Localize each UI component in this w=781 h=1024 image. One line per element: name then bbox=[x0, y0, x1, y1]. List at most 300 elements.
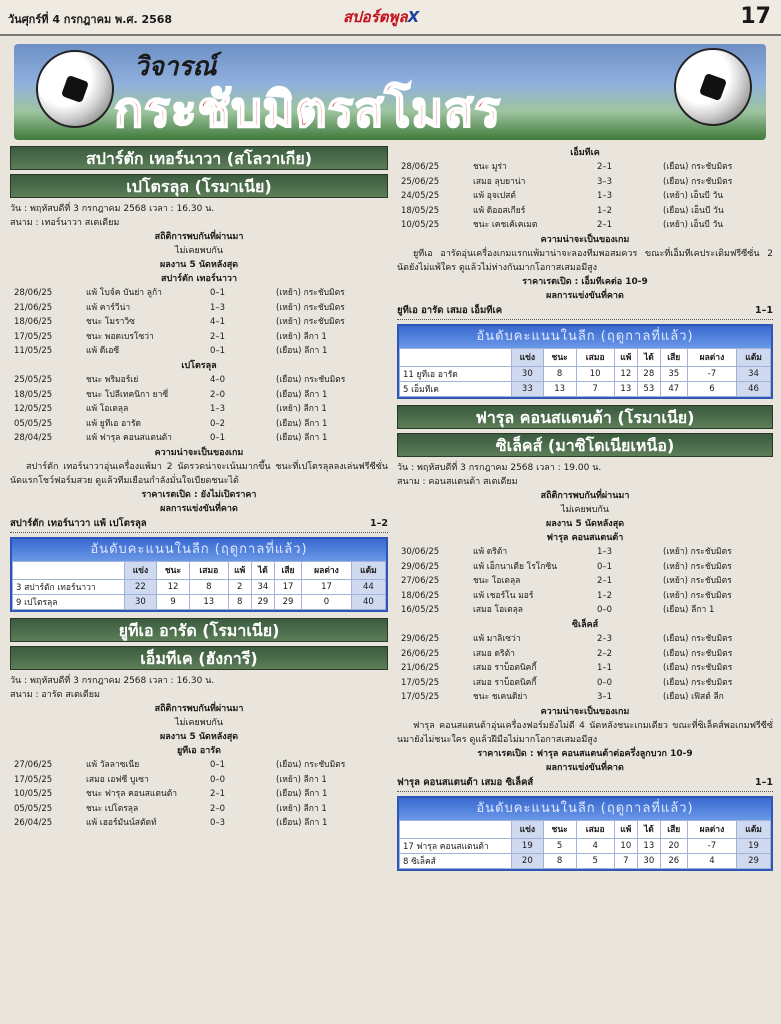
result-row bbox=[10, 286, 388, 301]
result-date: 17/05/25 bbox=[14, 774, 53, 785]
result-score: 0–1 bbox=[210, 433, 226, 444]
result-score: 4–1 bbox=[210, 317, 226, 328]
result-row bbox=[10, 431, 388, 446]
result-row bbox=[397, 589, 773, 604]
result-opponent: เสมอ เอฟซี บูเซา bbox=[86, 774, 149, 785]
standings-header-cell: เสีย bbox=[660, 820, 687, 838]
standings-header-team bbox=[400, 820, 512, 838]
result-opponent: แพ้ ยูทีเอ อารัด bbox=[86, 418, 142, 429]
standings-cell: 29 bbox=[737, 853, 771, 868]
result-row bbox=[10, 787, 388, 802]
result-score: 1–2 bbox=[597, 590, 613, 601]
result-opponent: แพ้ ดริต้า bbox=[473, 546, 508, 557]
standings-header-cell: ผลต่าง bbox=[687, 820, 736, 838]
away-team-bar: เอ็มทีเค (ฮังการี) bbox=[10, 646, 388, 670]
result-competition: (เยือน) กระชับมิตร bbox=[663, 633, 733, 644]
standings-team: 17 ฟารุล คอนสแตนต้า bbox=[400, 838, 512, 853]
result-date: 29/06/25 bbox=[401, 633, 440, 644]
result-opponent: เสมอ โอเตลุล bbox=[473, 605, 524, 616]
result-opponent: เสมอ ลุบยาน่า bbox=[473, 176, 526, 187]
result-score: 2–1 bbox=[210, 331, 226, 342]
result-date: 29/06/25 bbox=[401, 561, 440, 572]
standings-header-cell: ได้ bbox=[251, 561, 274, 579]
result-score: 0–2 bbox=[210, 418, 226, 429]
result-row bbox=[397, 690, 773, 705]
standings-table bbox=[10, 537, 388, 612]
standings-table bbox=[397, 796, 773, 871]
result-row bbox=[397, 632, 773, 647]
standings-team: 9 เปโตรลุล bbox=[13, 594, 125, 609]
standings-header-cell: แพ้ bbox=[228, 561, 251, 579]
probability-text: สปาร์ตัก เทอร์นาวาอุ่นเครื่องแพ้มา 2 นัดรวดน่าจะเน้นมากขึ้น ชนะที่เปโตรลุลลงเล่นฟรีซีซั่นนัดแรกโชว์ฟอร์มสวย ดูแล้วทีมเยือนกำลังมั่นใจเบียดชนะได้ bbox=[10, 461, 388, 486]
standings-team: 8 ซิเล็คส์ bbox=[400, 853, 512, 868]
prediction-line bbox=[397, 775, 773, 792]
standings-header-cell: เสีย bbox=[274, 561, 301, 579]
home-team-bar: ยูทีเอ อารัด (โรมาเนีย) bbox=[10, 618, 388, 642]
prediction-score: 1–2 bbox=[370, 517, 388, 529]
result-date: 26/04/25 bbox=[14, 818, 53, 829]
match-datetime: วัน : พฤหัสบดีที่ 3 กรกฎาคม 2568 เวลา : 16.30 น. bbox=[10, 204, 215, 214]
result-date: 17/05/25 bbox=[401, 677, 440, 688]
standings-row bbox=[13, 594, 386, 609]
standings-cell: 9 bbox=[156, 594, 189, 609]
standings-team: 5 เอ็มทีเค bbox=[400, 381, 512, 396]
result-score: 2–0 bbox=[210, 803, 226, 814]
result-score: 2–1 bbox=[597, 162, 613, 172]
result-date: 28/04/25 bbox=[14, 433, 53, 444]
result-date: 12/05/25 bbox=[14, 404, 53, 415]
result-competition: (เหย้า) กระชับมิตร bbox=[276, 302, 345, 313]
result-row bbox=[10, 417, 388, 432]
away-form-title: เปโตรลุล bbox=[181, 360, 217, 371]
result-score: 1–3 bbox=[597, 546, 613, 557]
standings-cell: 30 bbox=[125, 594, 157, 609]
result-score: 2–2 bbox=[597, 648, 613, 659]
result-competition: (เยือน) กระชับมิตร bbox=[663, 648, 733, 659]
form-title: ผลงาน 5 นัดหลังสุด bbox=[159, 260, 239, 270]
logo-x: X bbox=[407, 8, 420, 26]
result-opponent: แพ้ โอเตลุล bbox=[86, 404, 129, 415]
result-competition: (เหย้า) ลีกา 1 bbox=[276, 331, 327, 342]
standings-grid bbox=[399, 348, 771, 397]
result-score: 2–0 bbox=[210, 389, 226, 400]
standings-cell: 40 bbox=[351, 594, 385, 609]
result-opponent: แพ้ เชอร์โน มอร์ bbox=[473, 590, 534, 601]
standings-row bbox=[13, 579, 386, 594]
banner-subtitle: วิจารณ์ bbox=[134, 52, 217, 82]
standings-header-cell: เสมอ bbox=[190, 561, 228, 579]
result-row bbox=[10, 344, 388, 359]
home-form-title: สปาร์ตัก เทอร์นาวา bbox=[160, 274, 238, 284]
prediction-line bbox=[397, 303, 773, 320]
result-score: 2–1 bbox=[597, 220, 613, 231]
result-score: 0–1 bbox=[597, 561, 613, 572]
result-row bbox=[10, 388, 388, 403]
result-opponent: แพ้ ฟารุล คอนสแตนต้า bbox=[86, 433, 172, 444]
standings-cell: 34 bbox=[251, 579, 274, 594]
result-opponent: ชนะ ฟารุล คอนสแตนต้า bbox=[86, 789, 178, 800]
result-opponent: แพ้ มาลิเซว่า bbox=[473, 633, 521, 644]
result-competition: (เหย้า) กระชับมิตร bbox=[663, 576, 732, 587]
standings-cell: 10 bbox=[614, 838, 637, 853]
left-column bbox=[10, 146, 388, 831]
standings-cell: 47 bbox=[660, 381, 687, 396]
h2h-text: ไม่เคยพบกัน bbox=[560, 504, 610, 515]
standings-cell: 4 bbox=[687, 853, 736, 868]
standings-header-cell: แต้ม bbox=[351, 561, 385, 579]
right-column bbox=[397, 146, 773, 877]
standings-cell: 13 bbox=[637, 838, 660, 853]
standings-cell: 33 bbox=[512, 381, 544, 396]
prediction-text: ยูทีเอ อารัด เสมอ เอ็มทีเค bbox=[397, 304, 503, 316]
result-row bbox=[397, 603, 773, 618]
section-banner bbox=[14, 44, 766, 140]
result-row bbox=[397, 204, 773, 219]
probability-title: ความน่าจะเป็นของเกม bbox=[540, 234, 630, 245]
result-row bbox=[10, 802, 388, 817]
h2h-text: ไม่เคยพบกัน bbox=[174, 246, 224, 256]
result-row bbox=[397, 160, 773, 175]
standings-header-cell: แข่ง bbox=[512, 348, 544, 366]
form-title: ผลงาน 5 นัดหลังสุด bbox=[545, 518, 625, 529]
home-team-bar: สปาร์ตัก เทอร์นาวา (สโลวาเกีย) bbox=[10, 146, 388, 170]
away-team-bar: ซิเล็คส์ (มาซิโดเนียเหนือ) bbox=[397, 433, 773, 457]
result-opponent: แพ้ วัลลาซเนีย bbox=[86, 759, 140, 770]
standings-header-cell: แต้ม bbox=[737, 820, 771, 838]
result-competition: (เหย้า) ลีกา 1 bbox=[276, 404, 327, 415]
standings-header-cell: ได้ bbox=[637, 820, 660, 838]
page-number: 17 bbox=[740, 4, 771, 29]
result-score: 2–3 bbox=[597, 633, 613, 644]
standings-header-cell: ได้ bbox=[637, 348, 660, 366]
standings-cell: 34 bbox=[737, 366, 771, 381]
result-row bbox=[397, 560, 773, 575]
publication-logo bbox=[343, 5, 419, 29]
result-opponent: แพ้ เอ็กนาเตีย โรโกซิน bbox=[473, 561, 558, 572]
probability-title: ความน่าจะเป็นของเกม bbox=[540, 706, 630, 717]
result-competition: (เยือน) ลีกา 1 bbox=[276, 789, 328, 800]
standings-cell: 8 bbox=[543, 853, 576, 868]
standings-header-cell: แพ้ bbox=[614, 820, 637, 838]
result-row bbox=[397, 218, 773, 233]
form-title: ผลงาน 5 นัดหลังสุด bbox=[159, 731, 239, 742]
match-venue: สนาม : คอนสแตนต้า สเตเดียม bbox=[397, 476, 518, 487]
standings-cell: 12 bbox=[614, 366, 637, 381]
standings-header-cell: ชนะ bbox=[543, 820, 576, 838]
standings-cell: -7 bbox=[687, 366, 736, 381]
result-competition: (เหย้า) กระชับมิตร bbox=[663, 561, 732, 572]
result-competition: (เหย้า) กระชับมิตร bbox=[276, 317, 345, 328]
result-competition: (เยือน) กระชับมิตร bbox=[663, 677, 733, 688]
result-date: 05/05/25 bbox=[14, 803, 53, 814]
result-competition: (เยือน) ลีกา 1 bbox=[276, 389, 328, 400]
standings-cell: 2 bbox=[228, 579, 251, 594]
standings-cell: 8 bbox=[228, 594, 251, 609]
result-competition: (เหย้า) ลีกา 1 bbox=[276, 774, 327, 785]
result-row bbox=[10, 402, 388, 417]
prediction-line bbox=[10, 516, 388, 533]
result-date: 11/05/25 bbox=[14, 346, 53, 357]
standings-header-cell: เสีย bbox=[660, 348, 687, 366]
h2h-title: สถิติการพบกันที่ผ่านมา bbox=[540, 490, 630, 501]
result-score: 0–1 bbox=[210, 288, 226, 298]
result-opponent: ชนะ ชเคนดิย่า bbox=[473, 692, 528, 703]
away-form-title: เอ็มทีเค bbox=[570, 148, 600, 158]
result-opponent: แพ้ อุจเปสต์ bbox=[473, 191, 516, 202]
standings-header-cell: เสมอ bbox=[576, 348, 614, 366]
opening-odds: ราคาเรตเปิด : ยังไม่เปิดราคา bbox=[141, 489, 257, 500]
result-date: 10/05/25 bbox=[14, 789, 53, 800]
result-score: 0–0 bbox=[597, 677, 613, 688]
result-competition: (เยือน) เอ็นบี วัน bbox=[663, 205, 724, 216]
standings-header-cell: แข่ง bbox=[125, 561, 157, 579]
result-score: 0–0 bbox=[597, 605, 613, 616]
result-row bbox=[10, 301, 388, 316]
result-date: 17/05/25 bbox=[401, 692, 440, 703]
result-competition: (เยือน) กระชับมิตร bbox=[663, 663, 733, 674]
result-date: 25/05/25 bbox=[14, 374, 53, 385]
result-competition: (เยือน) เฟิสต์ ลีก bbox=[663, 692, 724, 703]
issue-date: วันศุกร์ที่ 4 กรกฎาคม พ.ศ. 2568 bbox=[8, 13, 173, 26]
result-opponent: ชนะ พริมอร์เย่ bbox=[86, 374, 139, 385]
standings-team: 3 สปาร์ตัก เทอร์นาวา bbox=[13, 579, 125, 594]
standings-cell: 5 bbox=[543, 838, 576, 853]
standings-header-team bbox=[400, 348, 512, 366]
result-opponent: ชนะ พอดเบรโซว่า bbox=[86, 331, 154, 342]
result-row bbox=[10, 816, 388, 831]
result-row bbox=[397, 545, 773, 560]
result-opponent: ชนะ เคชเค้เคเมต bbox=[473, 220, 538, 231]
standings-cell: 17 bbox=[302, 579, 352, 594]
result-row bbox=[10, 758, 388, 773]
standings-cell: 13 bbox=[190, 594, 228, 609]
result-competition: (เยือน) กระชับมิตร bbox=[663, 162, 733, 172]
result-competition: (เยือน) ลีกา 1 bbox=[276, 418, 328, 429]
standings-team: 11 ยูทีเอ อารัด bbox=[400, 366, 512, 381]
opening-odds: ราคาเรตเปิด : เอ็มทีเคต่อ 10-9 bbox=[522, 276, 648, 287]
standings-cell: 8 bbox=[190, 579, 228, 594]
standings-row bbox=[400, 366, 771, 381]
result-competition: (เยือน) กระชับมิตร bbox=[276, 759, 346, 770]
standings-header-team bbox=[13, 561, 125, 579]
standings-cell: -7 bbox=[687, 838, 736, 853]
standings-cell: 44 bbox=[351, 579, 385, 594]
result-opponent: แพ้ ดีเอซี bbox=[86, 346, 120, 357]
standings-cell: 17 bbox=[274, 579, 301, 594]
standings-cell: 8 bbox=[543, 366, 576, 381]
result-opponent: ชนะ โปลีเทคนิกา ยาซี่ bbox=[86, 389, 169, 400]
result-opponent: ชนะ เปโตรลุล bbox=[86, 803, 139, 814]
prediction-title: ผลการแข่งขันที่คาด bbox=[546, 762, 624, 773]
result-score: 1–3 bbox=[210, 404, 226, 415]
standings-grid bbox=[12, 561, 386, 610]
standings-cell: 12 bbox=[156, 579, 189, 594]
result-row bbox=[10, 315, 388, 330]
away-form-title: ซิเล็คส์ bbox=[571, 619, 599, 630]
standings-cell: 26 bbox=[660, 853, 687, 868]
standings-header-cell: ชนะ bbox=[156, 561, 189, 579]
opening-odds: ราคาเรตเปิด : ฟารุล คอนสแตนต้าต่อครึ่งลูกบวก 10-9 bbox=[477, 748, 693, 759]
result-opponent: ชนะ มูร่า bbox=[473, 162, 507, 172]
result-row bbox=[10, 330, 388, 345]
result-date: 24/05/25 bbox=[401, 191, 440, 202]
standings-row bbox=[400, 381, 771, 396]
result-score: 1–2 bbox=[597, 205, 613, 216]
page-header bbox=[0, 0, 781, 36]
result-competition: (เหย้า) เอ็นบี วัน bbox=[663, 220, 724, 231]
away-team-bar: เปโตรลุล (โรมาเนีย) bbox=[10, 174, 388, 198]
standings-header-cell: เสมอ bbox=[576, 820, 614, 838]
result-score: 3–3 bbox=[597, 176, 613, 187]
standings-cell: 46 bbox=[737, 381, 771, 396]
result-opponent: ชนะ โมราวิซ bbox=[86, 317, 135, 328]
result-competition: (เยือน) ลีกา 1 bbox=[276, 818, 328, 829]
result-score: 1–3 bbox=[597, 191, 613, 202]
standings-cell: 19 bbox=[512, 838, 544, 853]
result-date: 27/06/25 bbox=[401, 576, 440, 587]
standings-cell: 4 bbox=[576, 838, 614, 853]
result-date: 28/06/25 bbox=[14, 288, 53, 298]
standings-title: อันดับคะแนนในลีก (ฤดูกาลที่แล้ว) bbox=[399, 326, 771, 348]
standings-header-row bbox=[13, 561, 386, 579]
result-score: 0–1 bbox=[210, 759, 226, 770]
standings-cell: 30 bbox=[512, 366, 544, 381]
result-competition: (เหย้า) เอ็นบี วัน bbox=[663, 191, 724, 202]
standings-header-cell: แพ้ bbox=[614, 348, 637, 366]
result-competition: (เยือน) ลีกา 1 bbox=[276, 433, 328, 444]
result-date: 18/05/25 bbox=[14, 389, 53, 400]
result-score: 3–1 bbox=[597, 692, 613, 703]
standings-table bbox=[397, 324, 773, 399]
result-score: 1–3 bbox=[210, 302, 226, 313]
prediction-title: ผลการแข่งขันที่คาด bbox=[160, 503, 238, 514]
result-score: 4–0 bbox=[210, 374, 226, 385]
result-competition: (เยือน) กระชับมิตร bbox=[276, 374, 346, 385]
standings-cell: 7 bbox=[576, 381, 614, 396]
result-date: 26/06/25 bbox=[401, 648, 440, 659]
match-venue: สนาม : อารัด สเตเดียม bbox=[10, 689, 100, 700]
probability-title: ความน่าจะเป็นของเกม bbox=[154, 447, 244, 458]
standings-cell: 6 bbox=[687, 381, 736, 396]
result-opponent: เสมอ ดริต้า bbox=[473, 648, 515, 659]
result-score: 2–1 bbox=[210, 789, 226, 800]
result-score: 0–0 bbox=[210, 774, 226, 785]
result-date: 05/05/25 bbox=[14, 418, 53, 429]
standings-cell: 20 bbox=[512, 853, 544, 868]
result-opponent: เสมอ ราบ็อตนิคกี้ bbox=[473, 663, 537, 674]
banner-title: กระชับมิตรสโมสร bbox=[114, 82, 502, 138]
standings-cell: 10 bbox=[576, 366, 614, 381]
result-date: 10/05/25 bbox=[401, 220, 440, 231]
standings-header-cell: แข่ง bbox=[512, 820, 544, 838]
result-date: 16/05/25 bbox=[401, 605, 440, 616]
standings-header-cell: ชนะ bbox=[543, 348, 576, 366]
probability-text: ฟารุล คอนสแตนต้าอุ่นเครื่องฟอร์มยังไม่ดี 4 นัดหลังชนะเกมเดียว ขณะที่ซิเล็คส์พอเกมฟรีซีซั่นมายังไม่ชนะใคร ดูแล้วฝีมือไม่มากโอกาสเสมอมีสูง bbox=[397, 720, 773, 745]
result-date: 27/06/25 bbox=[14, 759, 53, 770]
result-date: 17/05/25 bbox=[14, 331, 53, 342]
result-date: 25/06/25 bbox=[401, 176, 440, 187]
standings-cell: 5 bbox=[576, 853, 614, 868]
result-row bbox=[397, 574, 773, 589]
result-date: 28/06/25 bbox=[401, 162, 440, 172]
standings-cell: 30 bbox=[637, 853, 660, 868]
result-date: 30/06/25 bbox=[401, 546, 440, 557]
result-opponent: แพ้ คาร์วีน่า bbox=[86, 302, 131, 313]
home-form-title: ฟารุล คอนสแตนต้า bbox=[546, 532, 624, 543]
prediction-score: 1–1 bbox=[755, 776, 773, 788]
result-score: 2–1 bbox=[597, 576, 613, 587]
result-row bbox=[397, 676, 773, 691]
h2h-title: สถิติการพบกันที่ผ่านมา bbox=[154, 232, 244, 242]
logo-text: สปอร์ตพูล bbox=[343, 8, 408, 26]
result-opponent: แพ้ เฮอร์มันน์สตัดท์ bbox=[86, 818, 157, 829]
prediction-text: สปาร์ตัก เทอร์นาวา แพ้ เปโตรลุล bbox=[10, 517, 147, 529]
standings-header-cell: ผลต่าง bbox=[302, 561, 352, 579]
result-row bbox=[10, 373, 388, 388]
result-opponent: แพ้ ดิออสเกียร์ bbox=[473, 205, 526, 216]
standings-header-row bbox=[400, 348, 771, 366]
standings-title: อันดับคะแนนในลีก (ฤดูกาลที่แล้ว) bbox=[12, 539, 386, 561]
result-date: 21/06/25 bbox=[14, 302, 53, 313]
result-row bbox=[10, 773, 388, 788]
match-datetime: วัน : พฤหัสบดีที่ 3 กรกฎาคม 2568 เวลา : 16.30 น. bbox=[10, 675, 215, 686]
result-date: 18/05/25 bbox=[401, 205, 440, 216]
standings-row bbox=[400, 838, 771, 853]
result-competition: (เหย้า) กระชับมิตร bbox=[663, 590, 732, 601]
result-row bbox=[397, 175, 773, 190]
home-team-bar: ฟารุล คอนสแตนต้า (โรมาเนีย) bbox=[397, 405, 773, 429]
standings-grid bbox=[399, 820, 771, 869]
result-row bbox=[397, 661, 773, 676]
standings-header-cell: แต้ม bbox=[737, 348, 771, 366]
result-competition: (เหย้า) กระชับมิตร bbox=[276, 288, 345, 298]
result-score: 0–3 bbox=[210, 818, 226, 829]
standings-title: อันดับคะแนนในลีก (ฤดูกาลที่แล้ว) bbox=[399, 798, 771, 820]
result-opponent: เสมอ ราบ็อตนิคกี้ bbox=[473, 677, 537, 688]
standings-cell: 29 bbox=[274, 594, 301, 609]
h2h-title: สถิติการพบกันที่ผ่านมา bbox=[154, 703, 244, 714]
standings-row bbox=[400, 853, 771, 868]
match-datetime: วัน : พฤหัสบดีที่ 3 กรกฎาคม 2568 เวลา : 19.00 น. bbox=[397, 462, 602, 473]
standings-cell: 13 bbox=[614, 381, 637, 396]
football-icon bbox=[36, 50, 114, 128]
result-opponent: แพ้ โบจ์ค บันย่า ลูก้า bbox=[86, 288, 162, 298]
result-date: 18/06/25 bbox=[14, 317, 53, 328]
standings-cell: 20 bbox=[660, 838, 687, 853]
result-date: 18/06/25 bbox=[401, 590, 440, 601]
standings-cell: 7 bbox=[614, 853, 637, 868]
standings-header-cell: ผลต่าง bbox=[687, 348, 736, 366]
probability-text: ยูทีเอ อารัดอุ่นเครื่องเกมแรกแพ้มาน่าจะลองทีมพอสมควร ขณะที่เอ็มทีเคประเดิมฟรีซีซั่น 2 นัดยังไม่แพ้ใคร ดูแล้วไม่ห่างกันมากโอกาสเสมอมีสูง bbox=[397, 248, 773, 273]
standings-cell: 35 bbox=[660, 366, 687, 381]
standings-cell: 29 bbox=[251, 594, 274, 609]
result-score: 0–1 bbox=[210, 346, 226, 357]
result-score: 1–1 bbox=[597, 663, 613, 674]
result-competition: (เหย้า) กระชับมิตร bbox=[663, 546, 732, 557]
match-venue: สนาม : เทอร์นาวา สเตเดียม bbox=[10, 218, 120, 228]
result-row bbox=[397, 647, 773, 662]
football-icon bbox=[674, 48, 752, 126]
result-date: 21/06/25 bbox=[401, 663, 440, 674]
result-opponent: ชนะ โอเตลุล bbox=[473, 576, 521, 587]
standings-cell: 22 bbox=[125, 579, 157, 594]
h2h-text: ไม่เคยพบกัน bbox=[174, 717, 224, 728]
prediction-score: 1–1 bbox=[755, 304, 773, 316]
standings-cell: 19 bbox=[737, 838, 771, 853]
standings-cell: 53 bbox=[637, 381, 660, 396]
result-competition: (เยือน) กระชับมิตร bbox=[663, 176, 733, 187]
prediction-title: ผลการแข่งขันที่คาด bbox=[546, 290, 624, 301]
